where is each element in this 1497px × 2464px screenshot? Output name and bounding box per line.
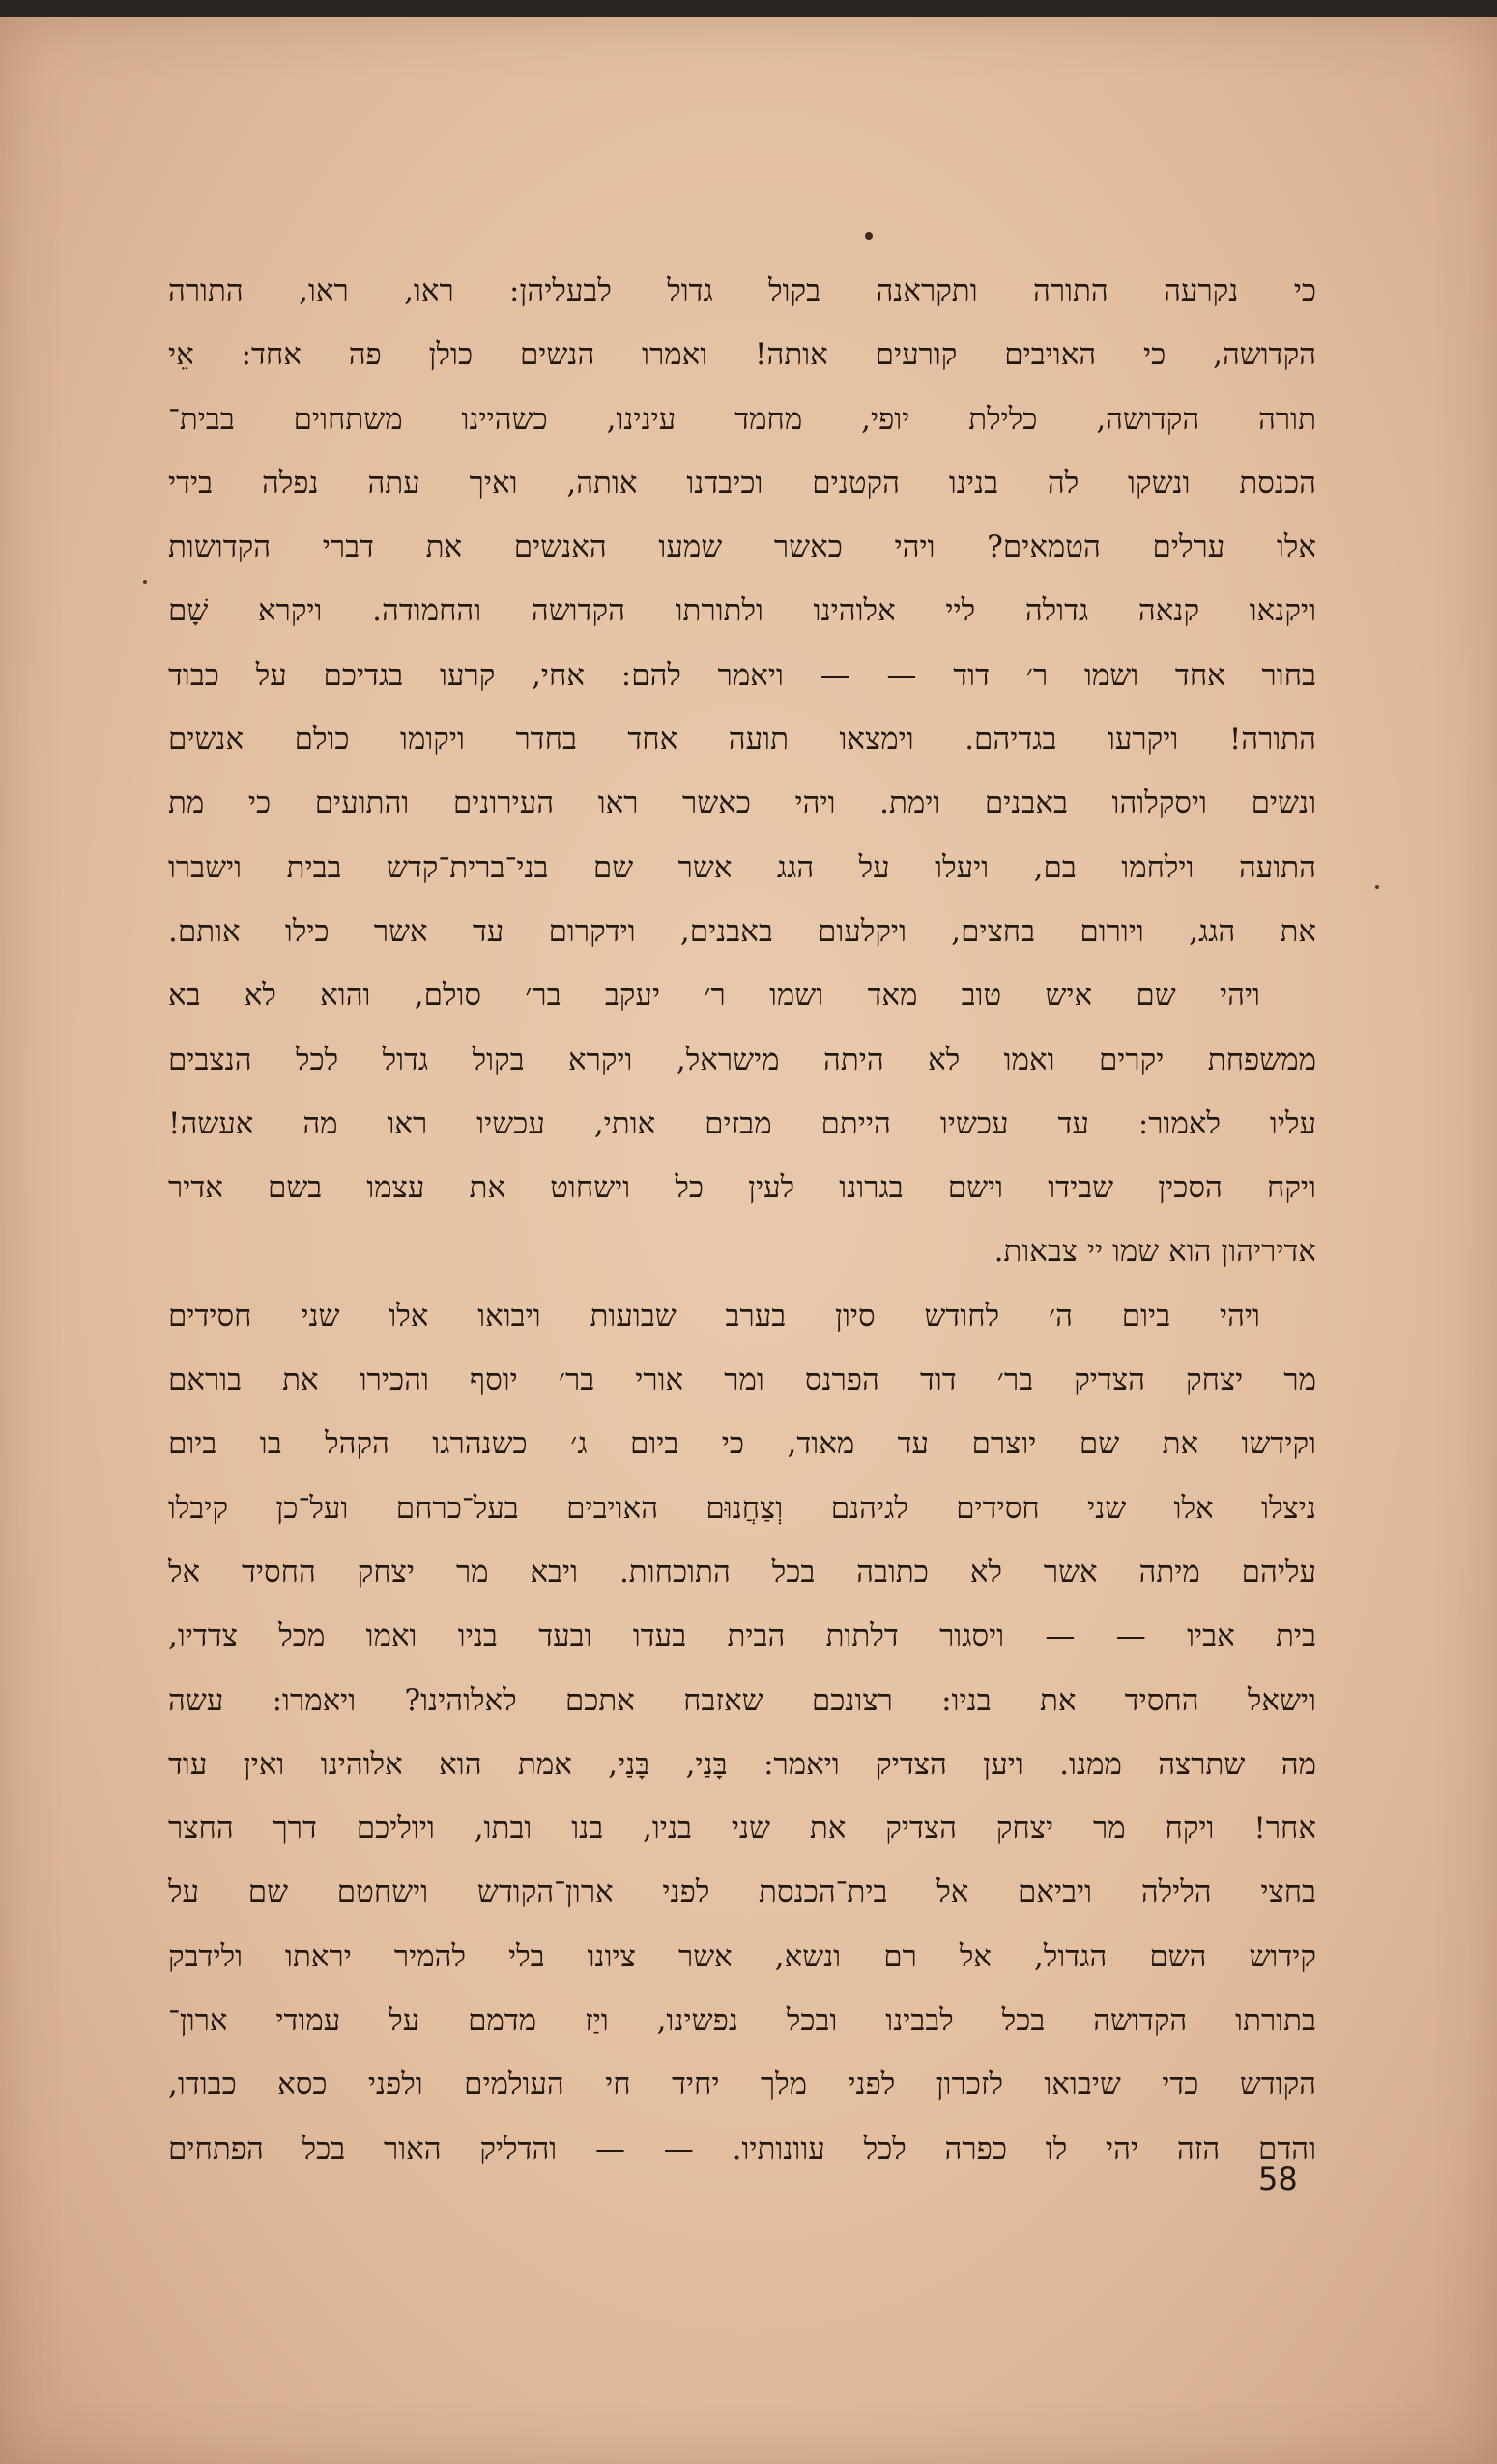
text-line: עליו לאמור: עד עכשיו הייתם מבזים אותי, עכשיו ראו מה אעשה! xyxy=(168,1105,1316,1141)
text-line: בתורתו הקדושה בכל לבבינו ובכל נפשינו, ויַז מדמם על עמודי ארון־ xyxy=(168,2003,1316,2039)
stray-ink-mark xyxy=(1375,885,1379,889)
text-line: אחר! ויקח מר יצחק הצדיק את שני בניו, בנו ובתו, ויוליכם דרך החצר xyxy=(168,1811,1316,1847)
text-line: קידוש השם הגדול, אל רם ונשא, אשר ציונו בלי להמיר יראתו ולידבק xyxy=(168,1938,1316,1974)
text-line-paragraph-start: ויהי שם איש טוב מאד ושמו ר׳ יעקב בר׳ סולם, והוא לא בא xyxy=(168,978,1260,1014)
text-line-paragraph-end: אדיריהון הוא שמו יי צבאות. xyxy=(993,1234,1316,1270)
text-line: כי נקרעה התורה ותקראנה בקול גדול לבעליהן: ראו, ראו, התורה xyxy=(168,273,1316,308)
body-text xyxy=(168,259,1316,2181)
page-dot-mark xyxy=(865,232,873,240)
text-line: בחור אחד ושמו ר׳ דוד — — ויאמר להם: אחי, קרעו בגדיכם על כבוד xyxy=(168,657,1316,693)
page-number: 58 xyxy=(1258,2161,1298,2197)
stray-ink-mark xyxy=(143,580,147,584)
text-line: מה שתרצה ממנו. ויען הצדיק ויאמר: בָּנַי, בָּנַי, אמת הוא אלוהינו ואין עוד xyxy=(168,1746,1316,1782)
text-line: תורה הקדושה, כלילת יופי, מחמד עינינו, כשהיינו משתחוים בבית־ xyxy=(168,401,1316,437)
text-line: ניצלו אלו שני חסידים לגיהנם וְצַחֲנוּם האויבים בעל־כרחם ועל־כן קיבלו xyxy=(168,1490,1316,1526)
text-line: וקידשו את שם יוצרם עד מאוד, כי ביום ג׳ כשנהרגו הקהל בו ביום xyxy=(168,1426,1316,1462)
text-line: ממשפחת יקרים ואמו לא היתה מישראל, ויקרא בקול גדול לכל הנצבים xyxy=(168,1042,1316,1077)
text-line: והדם הזה יהי לו כפרה לכל עוונותיו. — — והדליק האור בכל הפתחים xyxy=(168,2131,1316,2166)
text-line: הקדושה, כי האויבים קורעים אותה! ואמרו הנשים כולן פה אחד: אֵי xyxy=(168,337,1316,373)
text-line: ויקח הסכין שבידו וישם בגרונו לעין כל וישחוט את עצמו בשם אדיר xyxy=(168,1170,1316,1206)
text-line: ונשים ויסקלוהו באבנים וימת. ויהי כאשר ראו העירונים והתועים כי מת xyxy=(168,786,1316,821)
text-line: וישאל החסיד את בניו: רצונכם שאזבח אתכם לאלוהינו? ויאמרו: עשה xyxy=(168,1682,1316,1718)
text-line: בית אביו — — ויסגור דלתות הבית בעדו ובעד בניו ואמו מכל צדדיו, xyxy=(168,1619,1316,1654)
text-line: התועה וילחמו בם, ויעלו על הגג אשר שם בני־ברית־קדש בבית וישברו xyxy=(168,849,1316,885)
text-line: אלו ערלים הטמאים? ויהי כאשר שמעו האנשים את דברי הקדושות xyxy=(168,530,1316,565)
text-line: ויקנאו קנאה גדולה ליי אלוהינו ולתורתו הקדושה והחמודה. ויקרא שָׁם xyxy=(168,593,1316,629)
text-line: הקודש כדי שיבואו לזכרון לפני מלך יחיד חי העולמים ולפני כסא כבודו, xyxy=(168,2067,1316,2103)
text-line: התורה! ויקרעו בגדיהם. וימצאו תועה אחד בחדר ויקומו כולם אנשים xyxy=(168,722,1316,758)
text-line: מר יצחק הצדיק בר׳ דוד הפרנס ומר אורי בר׳ יוסף והכירו את בוראם xyxy=(168,1362,1316,1398)
text-line-paragraph-start: ויהי ביום ה׳ לחודש סיון בערב שבועות ויבואו אלו שני חסידים xyxy=(168,1298,1260,1333)
text-line: בחצי הלילה ויביאם אל בית־הכנסת לפני ארון־הקודש וישחטם שם על xyxy=(168,1875,1316,1910)
text-line: הכנסת ונשקו לה בנינו הקטנים וכיבדנו אותה, ואיך עתה נפלה בידי xyxy=(168,465,1316,501)
text-line: את הגג, ויורום בחצים, ויקלעום באבנים, וידקרום עד אשר כילו אותם. xyxy=(168,913,1316,949)
text-line: עליהם מיתה אשר לא כתובה בכל התוכחות. ויבא מר יצחק החסיד אל xyxy=(168,1554,1316,1590)
